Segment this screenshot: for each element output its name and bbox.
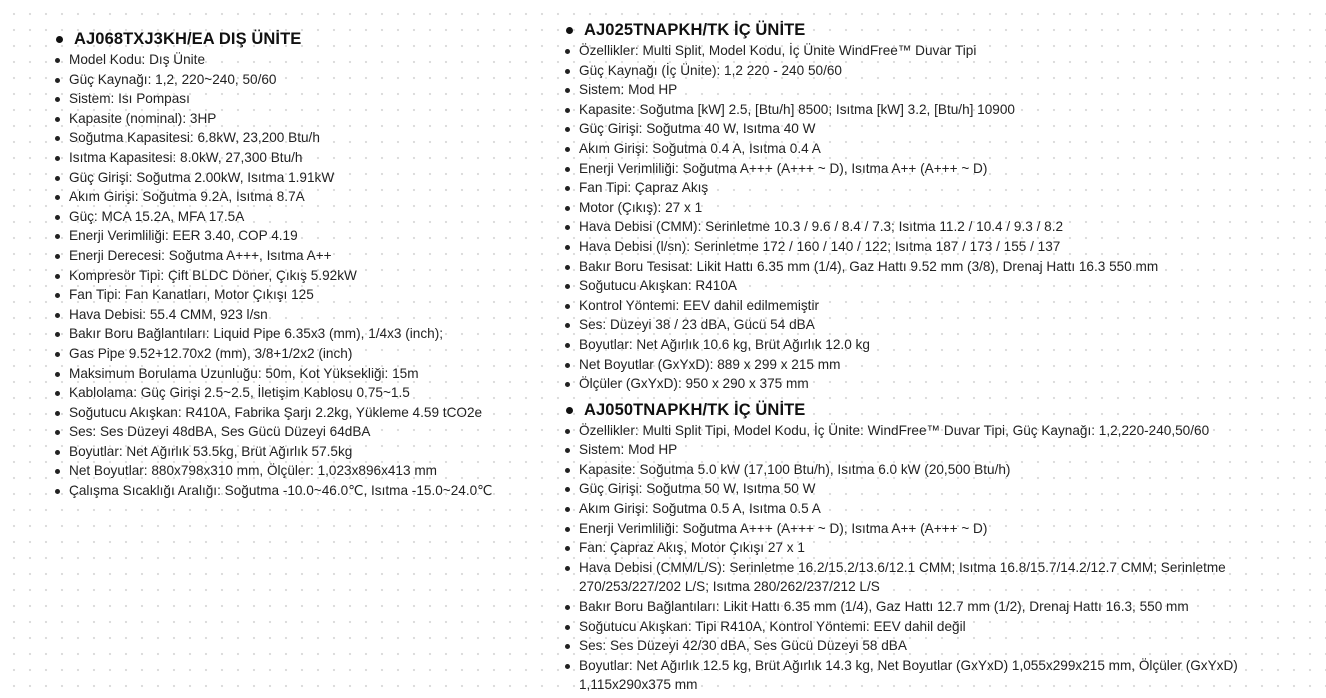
spec-item: Kapasite (nominal): 3HP bbox=[52, 109, 542, 129]
spec-item: Fan: Çapraz Akış, Motor Çıkışı 27 x 1 bbox=[562, 538, 1292, 558]
spec-item: Soğutma Kapasitesi: 6.8kW, 23,200 Btu/h bbox=[52, 128, 542, 148]
spec-item: Net Boyutlar: 880x798x310 mm, Ölçüler: 1,023x896x413 mm bbox=[52, 461, 542, 481]
spec-item: Akım Girişi: Soğutma 9.2A, Isıtma 8.7A bbox=[52, 187, 542, 207]
spec-item: Boyutlar: Net Ağırlık 10.6 kg, Brüt Ağırlık 12.0 kg bbox=[562, 335, 1292, 355]
spec-item: Boyutlar: Net Ağırlık 53.5kg, Brüt Ağırlık 57.5kg bbox=[52, 442, 542, 462]
left-column bbox=[52, 28, 542, 501]
spec-item: Fan Tipi: Fan Kanatları, Motor Çıkışı 125 bbox=[52, 285, 542, 305]
spec-item: Enerji Derecesi: Soğutma A+++, Isıtma A++ bbox=[52, 246, 542, 266]
spec-item: Gas Pipe 9.52+12.70x2 (mm), 3/8+1/2x2 (inch) bbox=[52, 344, 542, 364]
spec-item: Sistem: Isı Pompası bbox=[52, 89, 542, 109]
spec-item: Soğutucu Akışkan: R410A bbox=[562, 276, 1292, 296]
spec-item: Ölçüler (GxYxD): 950 x 290 x 375 mm bbox=[562, 374, 1292, 394]
spec-item: Hava Debisi (l/sn): Serinletme 172 / 160 / 140 / 122; Isıtma 187 / 173 / 155 / 137 bbox=[562, 237, 1292, 257]
spec-item: Güç Girişi: Soğutma 2.00kW, Isıtma 1.91kW bbox=[52, 168, 542, 188]
spec-item: Akım Girişi: Soğutma 0.5 A, Isıtma 0.5 A bbox=[562, 499, 1292, 519]
spec-list bbox=[562, 421, 1292, 695]
spec-item: Kompresör Tipi: Çift BLDC Döner, Çıkış 5.92kW bbox=[52, 266, 542, 286]
spec-item: Enerji Verimliliği: EER 3.40, COP 4.19 bbox=[52, 226, 542, 246]
spec-item: Maksimum Borulama Uzunluğu: 50m, Kot Yüksekliği: 15m bbox=[52, 364, 542, 384]
spec-item: Özellikler: Multi Split, Model Kodu, İç Ünite WindFree™ Duvar Tipi bbox=[562, 41, 1292, 61]
spec-item: Motor (Çıkış): 27 x 1 bbox=[562, 198, 1292, 218]
spec-item: Akım Girişi: Soğutma 0.4 A, Isıtma 0.4 A bbox=[562, 139, 1292, 159]
spec-item: Hava Debisi (CMM): Serinletme 10.3 / 9.6 / 8.4 / 7.3; Isıtma 11.2 / 10.4 / 9.3 / 8.2 bbox=[562, 217, 1292, 237]
indoor-unit-050-section bbox=[562, 399, 1292, 695]
spec-item: Güç: MCA 15.2A, MFA 17.5A bbox=[52, 207, 542, 227]
section-heading: AJ025TNAPKH/TK İÇ ÜNİTE bbox=[562, 19, 1292, 41]
spec-item: Enerji Verimliliği: Soğutma A+++ (A+++ ~ D), Isıtma A++ (A+++ ~ D) bbox=[562, 159, 1292, 179]
spec-item: Ses: Düzeyi 38 / 23 dBA, Gücü 54 dBA bbox=[562, 315, 1292, 335]
spec-item: Güç Girişi: Soğutma 40 W, Isıtma 40 W bbox=[562, 119, 1292, 139]
spec-item: Özellikler: Multi Split Tipi, Model Kodu, İç Ünite: WindFree™ Duvar Tipi, Güç Kaynağı: 1,2,220-240,50/60 bbox=[562, 421, 1292, 441]
spec-item: Fan Tipi: Çapraz Akış bbox=[562, 178, 1292, 198]
spec-item: Isıtma Kapasitesi: 8.0kW, 27,300 Btu/h bbox=[52, 148, 542, 168]
spec-item: Ses: Ses Düzeyi 48dBA, Ses Gücü Düzeyi 64dBA bbox=[52, 422, 542, 442]
spec-item: Enerji Verimliliği: Soğutma A+++ (A+++ ~ D), Isıtma A++ (A+++ ~ D) bbox=[562, 519, 1292, 539]
spec-item: Güç Girişi: Soğutma 50 W, Isıtma 50 W bbox=[562, 479, 1292, 499]
spec-item: Soğutucu Akışkan: Tipi R410A, Kontrol Yöntemi: EEV dahil değil bbox=[562, 617, 1292, 637]
spec-item: Sistem: Mod HP bbox=[562, 440, 1292, 460]
spec-item: Bakır Boru Bağlantıları: Likit Hattı 6.35 mm (1/4), Gaz Hattı 12.7 mm (1/2), Drenaj Hattı 16.3, 550 mm bbox=[562, 597, 1292, 617]
section-heading: AJ050TNAPKH/TK İÇ ÜNİTE bbox=[562, 399, 1292, 421]
spec-item: Hava Debisi (CMM/L/S): Serinletme 16.2/15.2/13.6/12.1 CMM; Isıtma 16.8/15.7/14.2/12.7 CMM; Serinletme 270/253/227/202 L/S; Isıtma 280/262/237/212 L/S bbox=[562, 558, 1292, 597]
spec-item: Kapasite: Soğutma 5.0 kW (17,100 Btu/h), Isıtma 6.0 kW (20,500 Btu/h) bbox=[562, 460, 1292, 480]
spec-item: Bakır Boru Bağlantıları: Liquid Pipe 6.35x3 (mm), 1/4x3 (inch); bbox=[52, 324, 542, 344]
spec-item: Güç Kaynağı: 1,2, 220~240, 50/60 bbox=[52, 70, 542, 90]
right-column bbox=[562, 19, 1292, 695]
spec-item: Kapasite: Soğutma [kW] 2.5, [Btu/h] 8500; Isıtma [kW] 3.2, [Btu/h] 10900 bbox=[562, 100, 1292, 120]
indoor-unit-025-section bbox=[562, 19, 1292, 394]
spec-item: Hava Debisi: 55.4 CMM, 923 l/sn bbox=[52, 305, 542, 325]
spec-item: Ses: Ses Düzeyi 42/30 dBA, Ses Gücü Düzeyi 58 dBA bbox=[562, 636, 1292, 656]
spec-item: Boyutlar: Net Ağırlık 12.5 kg, Brüt Ağırlık 14.3 kg, Net Boyutlar (GxYxD) 1,055x299x215 mm, Ölçüler (GxYxD) 1,115x290x375 mm bbox=[562, 656, 1292, 695]
spec-item: Çalışma Sıcaklığı Aralığı: Soğutma -10.0~46.0℃, Isıtma -15.0~24.0℃ bbox=[52, 481, 542, 501]
spec-item: Sistem: Mod HP bbox=[562, 80, 1292, 100]
spec-item: Kontrol Yöntemi: EEV dahil edilmemiştir bbox=[562, 296, 1292, 316]
section-heading: AJ068TXJ3KH/EA DIŞ ÜNİTE bbox=[52, 28, 542, 50]
spec-item: Kablolama: Güç Girişi 2.5~2.5, İletişim Kablosu 0.75~1.5 bbox=[52, 383, 542, 403]
spec-item: Soğutucu Akışkan: R410A, Fabrika Şarjı 2.2kg, Yükleme 4.59 tCO2e bbox=[52, 403, 542, 423]
spec-list bbox=[562, 41, 1292, 394]
spec-item: Model Kodu: Dış Ünite bbox=[52, 50, 542, 70]
spec-item: Net Boyutlar (GxYxD): 889 x 299 x 215 mm bbox=[562, 355, 1292, 375]
spec-item: Bakır Boru Tesisat: Likit Hattı 6.35 mm (1/4), Gaz Hattı 9.52 mm (3/8), Drenaj Hattı 16.3 550 mm bbox=[562, 257, 1292, 277]
spec-list bbox=[52, 50, 542, 501]
outdoor-unit-section bbox=[52, 28, 542, 501]
spec-item: Güç Kaynağı (İç Ünite): 1,2 220 - 240 50/60 bbox=[562, 61, 1292, 81]
